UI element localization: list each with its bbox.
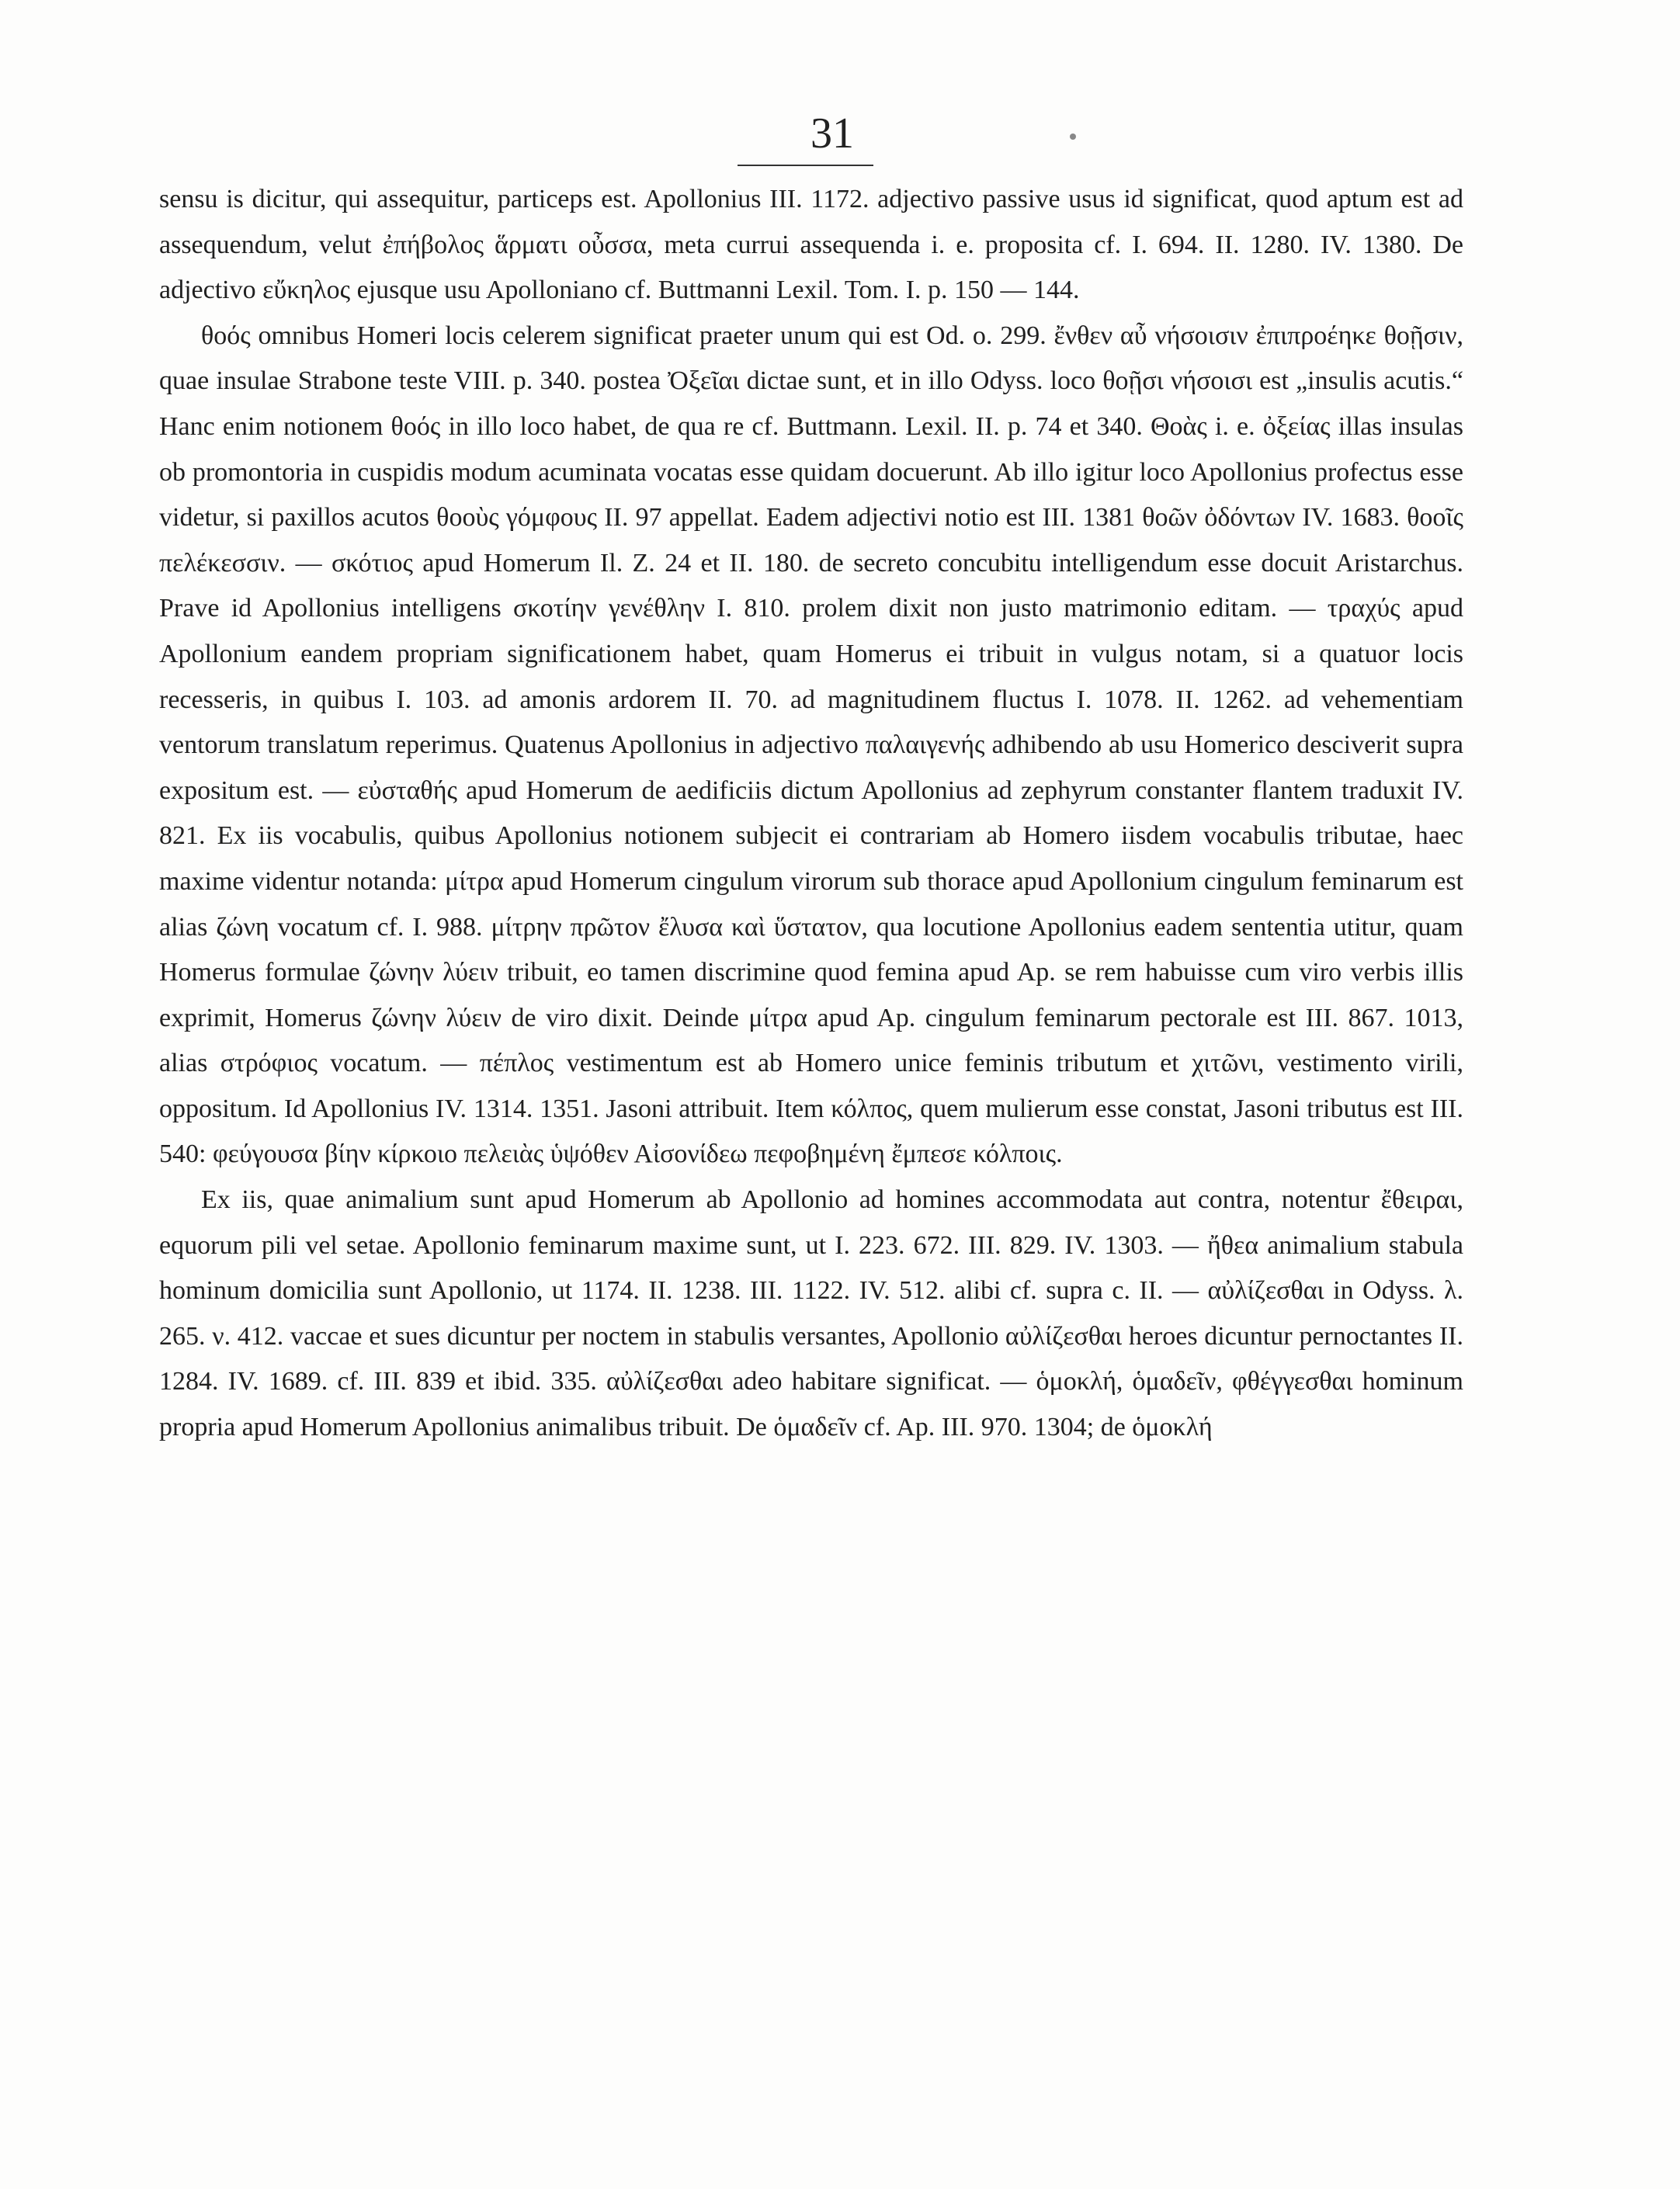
page-number: 31: [810, 109, 854, 158]
page-number-underline: [738, 165, 873, 166]
paragraph-3: Ex iis, quae animalium sunt apud Homerum ab Apollonio ad homines accommodata aut contra, notentur ἔθειραι, equorum pili vel setae. Apollonio feminarum maxime sunt, ut I. 223. 672. III. 829. IV. 1303. — ἤθεα animalium stabula hominum domicilia sunt Apollonio, ut 1174. II. 1238. III. 1122. IV. 512. alibi cf. supra c. II. — αὐλίζεσθαι in Odyss. λ. 265. ν. 412. vaccae et sues dicuntur per noctem in stabulis versantes, Apollonio αὐλίζεσθαι heroes dicuntur pernoctantes II. 1284. IV. 1689. cf. III. 839 et ibid. 335. αὐλίζεσθαι adeo habitare significat. — ὁμοκλή, ὁμαδεῖν, φθέγγεσθαι hominum propria apud Homerum Apollonius animalibus tribuit. De ὁμαδεῖν cf. Ap. III. 970. 1304; de ὁμοκλή: [159, 1185, 1463, 1442]
paragraph-1: sensu is dicitur, qui assequitur, particeps est. Apollonius III. 1172. adjectivo passive usus id significat, quod aptum est ad assequendum, velut ἐπήβολος ἅρματι οὖσσα, meta currui assequenda i. e. proposita cf. I. 694. II. 1280. IV. 1380. De adjectivo εὔκηλος ejusque usu Apolloniano cf. Buttmanni Lexil. Tom. I. p. 150 — 144.: [159, 185, 1463, 305]
body-text: [159, 177, 1463, 1451]
print-speck: [1070, 134, 1076, 140]
paragraph-2: θοός omnibus Homeri locis celerem significat praeter unum qui est Od. ο. 299. ἔνθεν αὖ νήσοισιν ἐπιπροέηκε θοῇσιν, quae insulae Strabone teste VIII. p. 340. postea Ὀξεῖαι dictae sunt, et in illo Odyss. loco θοῇσι νήσοισι est „insulis acutis.“ Hanc enim notionem θοός in illo loco habet, de qua re cf. Buttmann. Lexil. II. p. 74 et 340. Θοὰς i. e. ὀξείας illas insulas ob promontoria in cuspidis modum acuminata vocatas esse quidam docuerunt. Ab illo igitur loco Apollonius profectus esse videtur, si paxillos acutos θοοὺς γόμφους II. 97 appellat. Eadem adjectivi notio est III. 1381 θοῶν ὀδόντων IV. 1683. θοοῖς πελέκεσσιν. — σκότιος apud Homerum Il. Z. 24 et II. 180. de secreto concubitu intelligendum esse docuit Aristarchus. Prave id Apollonius intelligens σκοτίην γενέθλην I. 810. prolem dixit non justo matrimonio editam. — τραχύς apud Apollonium eandem propriam significationem habet, quam Homerus ei tribuit in vulgus notam, si a quatuor locis recesseris, in quibus I. 103. ad amonis ardorem II. 70. ad magnitudinem fluctus I. 1078. II. 1262. ad vehementiam ventorum translatum reperimus. Quatenus Apollonius in adjectivo παλαιγενής adhibendo ab usu Homerico desciverit supra expositum est. — εὐσταθής apud Homerum de aedificiis dictum Apollonius ad zephyrum constanter flantem traduxit IV. 821. Ex iis vocabulis, quibus Apollonius notionem subjecit ei contrariam ab Homero iisdem vocabulis tributae, haec maxime videntur notanda: μίτρα apud Homerum cingulum virorum sub thorace apud Apollonium cingulum feminarum est alias ζώνη vocatum cf. I. 988. μίτρην πρῶτον ἔλυσα καὶ ὕστατον, qua locutione Apollonius eadem sententia utitur, quam Homerus formulae ζώνην λύειν tribuit, eo tamen discrimine quod femina apud Ap. se rem habuisse cum viro verbis illis exprimit, Homerus ζώνην λύειν de viro dixit. Deinde μίτρα apud Ap. cingulum feminarum pectorale est III. 867. 1013, alias στρόφιος vocatum. — πέπλος vestimentum est ab Homero unice feminis tributum et χιτῶνι, vestimento virili, oppositum. Id Apollonius IV. 1314. 1351. Jasoni attribuit. Item κόλπος, quem mulierum esse constat, Jasoni tributus est III. 540: φεύγουσα βίην κίρκοιο πελειὰς ὑψόθεν Αἰσονίδεω πεφοβημένη ἔμπεσε κόλποις.: [159, 321, 1463, 1169]
